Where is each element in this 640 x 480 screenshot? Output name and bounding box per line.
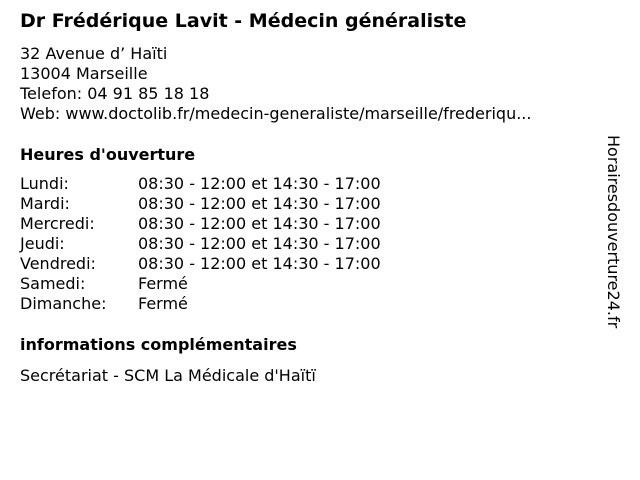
hours-day: Lundi:	[20, 174, 69, 193]
side-brand-watermark: Horairesdouverture24.fr	[604, 135, 623, 329]
address-block	[20, 44, 531, 124]
hours-time: 08:30 - 12:00 et 14:30 - 17:00	[138, 194, 381, 213]
hours-heading: Heures d'ouverture	[20, 145, 196, 164]
hours-row-saturday	[20, 274, 381, 294]
info-heading: informations complémentaires	[20, 335, 297, 354]
hours-time: 08:30 - 12:00 et 14:30 - 17:00	[138, 214, 381, 233]
hours-day: Mercredi:	[20, 214, 95, 233]
hours-row-friday	[20, 254, 381, 274]
hours-row-sunday	[20, 294, 381, 314]
hours-time: 08:30 - 12:00 et 14:30 - 17:00	[138, 234, 381, 253]
address-city: 13004 Marseille	[20, 64, 148, 83]
hours-row-monday	[20, 174, 381, 194]
hours-row-tuesday	[20, 194, 381, 214]
hours-time: Fermé	[138, 274, 188, 293]
hours-time: 08:30 - 12:00 et 14:30 - 17:00	[138, 254, 381, 273]
hours-row-wednesday	[20, 214, 381, 234]
hours-time: 08:30 - 12:00 et 14:30 - 17:00	[138, 174, 381, 193]
hours-day: Vendredi:	[20, 254, 96, 273]
hours-day: Jeudi:	[20, 234, 65, 253]
hours-day: Samedi:	[20, 274, 86, 293]
page-title: Dr Frédérique Lavit - Médecin généraliste	[20, 10, 467, 32]
address-street: 32 Avenue d’ Haïti	[20, 44, 168, 63]
hours-time: Fermé	[138, 294, 188, 313]
hours-day: Mardi:	[20, 194, 70, 213]
hours-table	[20, 174, 381, 314]
hours-row-thursday	[20, 234, 381, 254]
address-phone: Telefon: 04 91 85 18 18	[20, 84, 210, 103]
hours-day: Dimanche:	[20, 294, 107, 313]
address-web: Web: www.doctolib.fr/medecin-generaliste/marseille/frederiqu...	[20, 104, 532, 123]
info-text: Secrétariat - SCM La Médicale d'Haïtï	[20, 366, 316, 385]
